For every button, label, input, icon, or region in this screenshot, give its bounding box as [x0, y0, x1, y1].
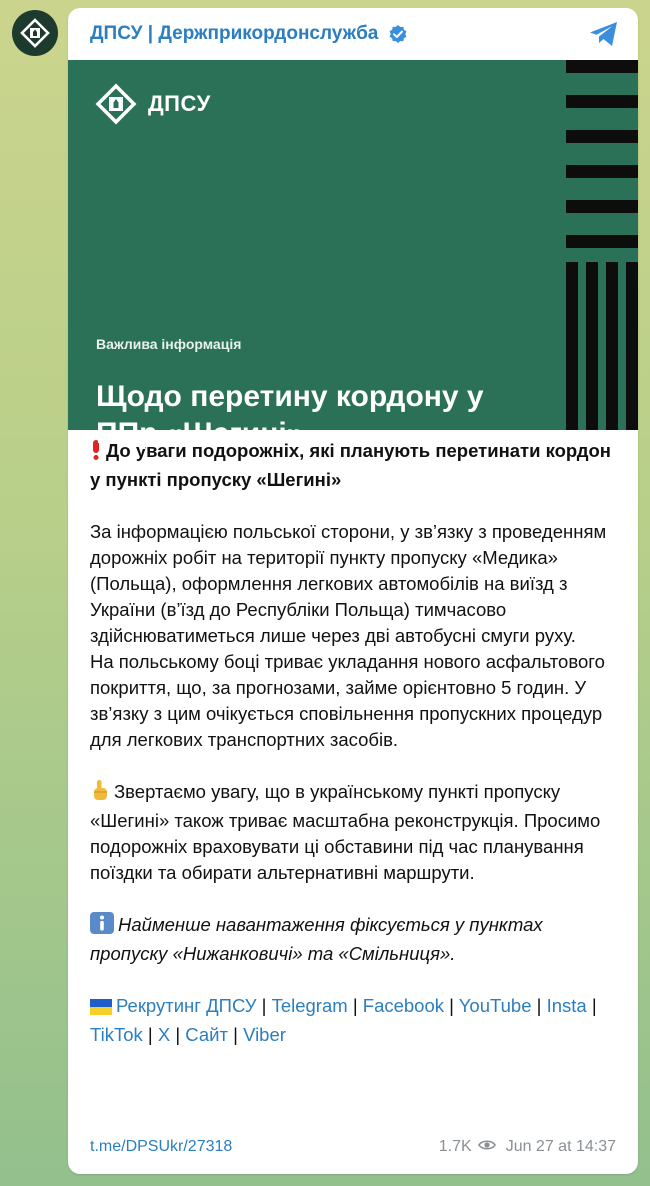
message-footer: [90, 1138, 616, 1156]
telegram-send-icon: [588, 20, 620, 48]
link-instagram[interactable]: Insta: [546, 995, 587, 1016]
message-card: [68, 8, 638, 1174]
banner-horizontal-stripes: [566, 60, 638, 250]
link-x[interactable]: X: [157, 1024, 171, 1045]
link-tiktok[interactable]: TikTok: [90, 1024, 143, 1045]
message-header: [68, 8, 638, 60]
banner-logo-text: ДПСУ: [148, 91, 211, 116]
post-date: Jun 27 at 14:37: [505, 1138, 616, 1155]
eye-icon: [478, 1138, 496, 1156]
banner-logo: [96, 84, 211, 124]
link-viber[interactable]: Viber: [243, 1024, 286, 1045]
pointing-up-hand-icon: [90, 779, 110, 808]
link-recruiting[interactable]: Рекрутинг ДПСУ: [116, 995, 257, 1016]
info-icon: [90, 912, 114, 941]
ukraine-flag-icon: [90, 996, 112, 1022]
post-paragraph-1: За інформацією польської сторони, у зв’язку з проведенням дорожніх робіт на території пункту пропуску «Медика» (Польща), оформлення легкових автомобілів на виїзд з України (в’їзд до Республіки Польща) тимчасово здійснюватиметься лише через дві автобусні смуги руху.: [90, 521, 607, 646]
post-links: Рекрутинг ДПСУ | Telegram | Facebook | YouTube | Insta | TikTok | X | Сайт | Viber: [90, 995, 597, 1045]
verified-badge-icon: [388, 24, 408, 44]
dpsu-emblem-icon: [96, 84, 136, 124]
post-link[interactable]: t.me/DPSUkr/27318: [90, 1138, 233, 1155]
banner-title: Щодо перетину кордону у ППр «Шегині»: [96, 380, 484, 450]
banner-vertical-stripes: [566, 262, 638, 430]
link-youtube[interactable]: YouTube: [458, 995, 532, 1016]
post-paragraph-4: [90, 912, 616, 967]
link-telegram[interactable]: Telegram: [271, 995, 348, 1016]
post-headline-text: До уваги подорожніх, які планують перетинати кордон у пункті пропуску «Шегині»: [90, 440, 611, 490]
post-paragraph-3: [90, 779, 616, 886]
link-facebook[interactable]: Facebook: [362, 995, 445, 1016]
link-website[interactable]: Сайт: [185, 1024, 228, 1045]
view-count: 1.7K: [438, 1138, 472, 1155]
post-meta: [433, 1138, 616, 1156]
share-button[interactable]: [588, 20, 620, 53]
channel-name[interactable]: ДПСУ | Держприкордонслужба: [90, 23, 379, 44]
post-paragraph-3-text: Звертаємо увагу, що в українському пункті пропуску «Шегині» також триває масштабна реконструкція. Просимо подорожніх враховувати ці обставини під час планування поїздки та обирати альтернативні маршрути.: [90, 781, 601, 883]
post-paragraph-2: На польському боці триває укладання нового асфальтового покриття, що, за прогнозами, займе орієнтовно 5 годин. У зв’язку з цим очікується сповільнення пропускних процедур для легкових транспортних засобів.: [90, 651, 605, 750]
channel-avatar[interactable]: [12, 10, 58, 56]
dpsu-emblem-icon: [21, 19, 49, 47]
banner-subtitle: Важлива інформація: [96, 336, 242, 352]
post-paragraph-4-text: Найменше навантаження фіксується у пунктах пропуску «Нижанковичі» та «Смільниця».: [90, 914, 543, 964]
post-text: [68, 430, 638, 1048]
post-banner-image[interactable]: [68, 60, 638, 450]
